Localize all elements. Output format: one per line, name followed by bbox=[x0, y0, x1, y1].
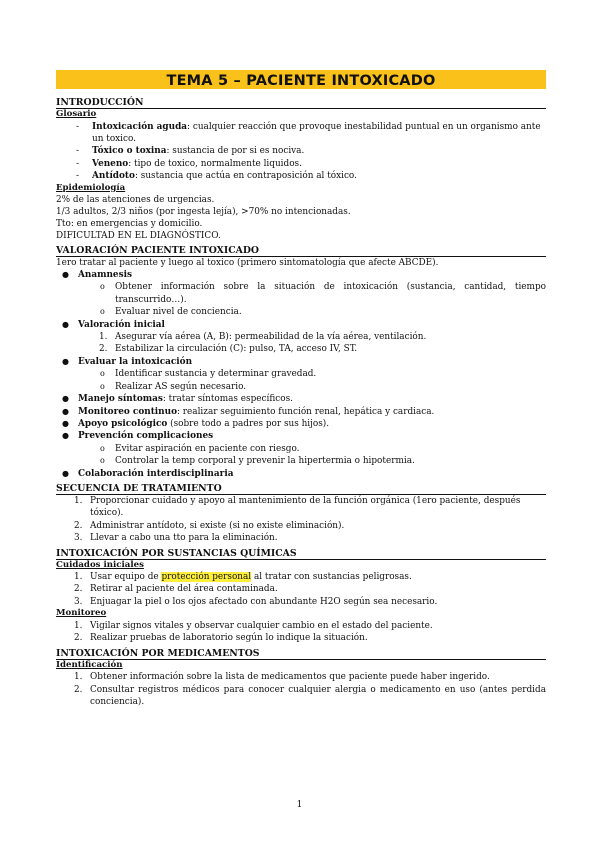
epidemiology-line: 2% de las atenciones de urgencias. bbox=[56, 195, 215, 206]
section-heading-secuencia: SECUENCIA DE TRATAMIENTO bbox=[56, 483, 546, 495]
page-title: TEMA 5 – PACIENTE INTOXICADO bbox=[166, 73, 436, 89]
list-item: o Evaluar nivel de conciencia. bbox=[100, 307, 242, 318]
list-item: o Evitar aspiración en paciente con riesgo. bbox=[100, 443, 300, 454]
page-number: 1 bbox=[296, 800, 303, 810]
glossary-item: - Antídoto: sustancia que actúa en contraposición al tóxico. bbox=[76, 171, 357, 182]
section-heading-medicamentos: INTOXICACIÓN POR MEDICAMENTOS bbox=[56, 648, 546, 660]
list-item: 3. Llevar a cabo una tto para la eliminación. bbox=[74, 533, 278, 544]
list-item: o Identificar sustancia y determinar gravedad. bbox=[100, 369, 317, 380]
list-item: 3. Enjuagar la piel o los ojos afectado con abundante H2O según sea necesario. bbox=[74, 596, 438, 607]
list-item: 2. Realizar pruebas de laboratorio según lo indique la situación. bbox=[74, 633, 368, 644]
list-item: 1. Usar equipo de protección personal al tratar con sustancias peligrosas. bbox=[74, 572, 412, 583]
subheading-glosario: Glosario bbox=[56, 109, 97, 119]
epidemiology-line: Tto: en emergencias y domicilio. bbox=[56, 219, 203, 230]
list-item: 2. Estabilizar la circulación (C): pulso, TA, acceso IV, ST. bbox=[99, 344, 358, 355]
section-heading-valoracion: VALORACIÓN PACIENTE INTOXICADO bbox=[56, 245, 546, 257]
section-heading-quimicas: INTOXICACIÓN POR SUSTANCIAS QUÍMICAS bbox=[56, 548, 546, 560]
subheading-identificacion: Identificación bbox=[56, 659, 123, 670]
list-item: o Obtener información sobre la situación de intoxicación (sustancia, cantidad, tiempo transcurrido…). bbox=[100, 282, 546, 305]
list-item: ● Evaluar la intoxicación bbox=[62, 356, 193, 367]
list-item: 1. Proporcionar cuidado y apoyo al mantenimiento de la función orgánica (1ero paciente, después tóxico). bbox=[74, 495, 521, 519]
list-item: 1. Obtener información sobre la lista de medicamentos que paciente puede haber ingerido. bbox=[74, 672, 490, 683]
subheading-cuidados: Cuidados iniciales bbox=[56, 559, 144, 570]
list-item: 2. Consultar registros médicos para conocer cualquier alergia o medicamento en uso (antes perdida conciencia). bbox=[74, 684, 546, 707]
glossary-item: - Intoxicación aguda: cualquier reacción que provoque inestabilidad puntual en un organismo ante un toxico. bbox=[76, 121, 541, 144]
list-item: ● Monitoreo continuo: realizar seguimiento función renal, hepática y cardiaca. bbox=[62, 406, 435, 417]
highlighted-text: protección personal bbox=[161, 572, 252, 583]
section-heading-introduccion: INTRODUCCIÓN bbox=[56, 97, 546, 109]
list-item: ● Anamnesis bbox=[62, 270, 132, 281]
list-item: ● Valoración inicial bbox=[62, 319, 165, 330]
list-item: 1. Asegurar vía aérea (A, B): permeabilidad de la vía aérea, ventilación. bbox=[99, 332, 427, 343]
list-item: 1. Vigilar signos vitales y observar cualquier cambio en el estado del paciente. bbox=[74, 620, 433, 631]
glossary-item: - Veneno: tipo de toxico, normalmente liquidos. bbox=[76, 158, 302, 169]
document-page bbox=[56, 70, 546, 708]
list-item: ● Manejo síntomas: tratar síntomas específicos. bbox=[62, 394, 293, 405]
list-item: ● Prevención complicaciones bbox=[62, 431, 214, 442]
glossary-item: - Tóxico o toxina: sustancia de por si es nociva. bbox=[76, 146, 305, 157]
title-banner bbox=[56, 70, 546, 89]
list-item: 2. Retirar al paciente del área contaminada. bbox=[74, 584, 278, 595]
epidemiology-line: DIFICULTAD EN EL DIAGNÓSTICO. bbox=[56, 231, 221, 242]
list-item: 2. Administrar antídoto, si existe (si no existe eliminación). bbox=[74, 520, 345, 531]
list-item: ● Apoyo psicológico (sobre todo a padres por sus hijos). bbox=[62, 418, 330, 429]
list-item: ● Colaboración interdisciplinaria bbox=[62, 468, 234, 479]
subheading-monitoreo: Monitoreo bbox=[56, 608, 107, 619]
subheading-epidemiologia: Epidemiología bbox=[56, 182, 126, 193]
valoracion-intro: 1ero tratar al paciente y luego al toxico (primero sintomatología que afecte ABCDE). bbox=[56, 258, 439, 269]
list-item: o Realizar AS según necesario. bbox=[100, 381, 247, 392]
list-item: o Controlar la temp corporal y prevenir la hipertermia o hipotermia. bbox=[100, 456, 415, 467]
epidemiology-line: 1/3 adultos, 2/3 niños (por ingesta lejía), >70% no intencionadas. bbox=[56, 207, 351, 218]
